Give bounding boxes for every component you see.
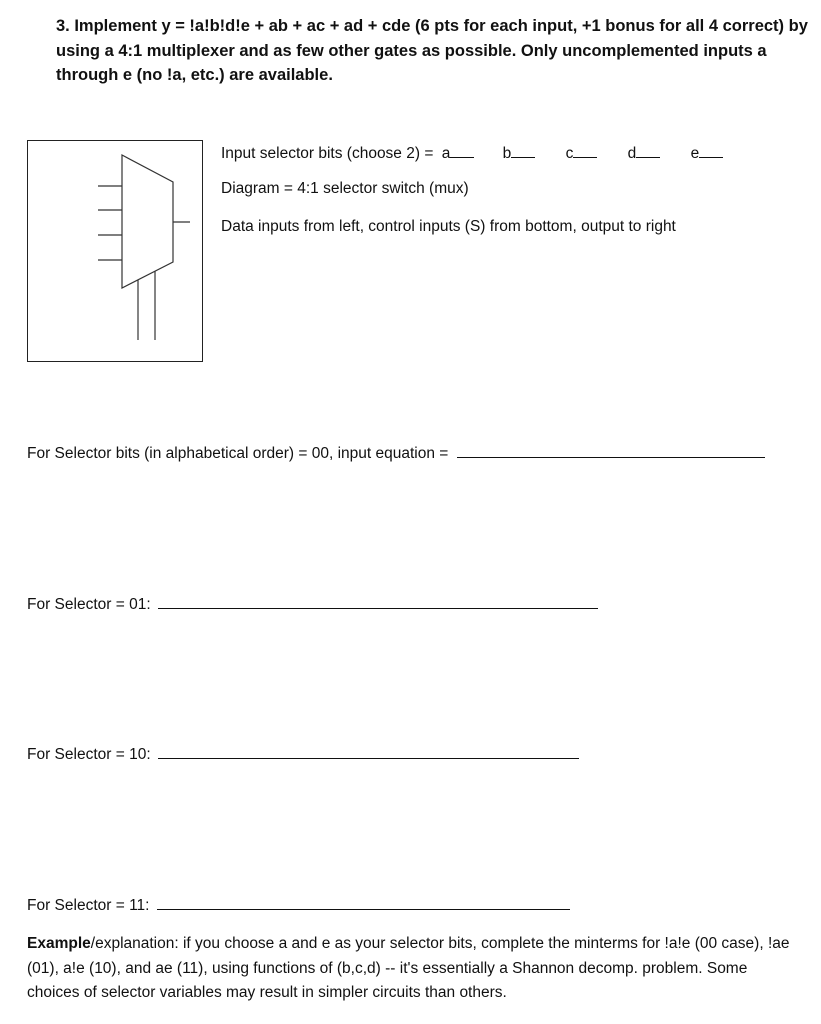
selector-blank-a[interactable] — [450, 143, 474, 158]
selector-01-row — [27, 596, 598, 614]
selector-blank-c[interactable] — [573, 143, 597, 158]
example-paragraph — [27, 932, 797, 1006]
selector-10-label: For Selector = 10: — [27, 746, 151, 763]
selector-01-label: For Selector = 01: — [27, 596, 151, 613]
selector-10-answer-line[interactable] — [158, 757, 579, 759]
selector-10-row — [27, 746, 579, 764]
selector-00-row — [27, 445, 765, 463]
selector-blank-d[interactable] — [636, 143, 660, 158]
selector-01-answer-line[interactable] — [158, 607, 598, 609]
selector-var-e: e — [690, 145, 700, 162]
selector-blank-b[interactable] — [511, 143, 535, 158]
mux-diagram-box — [27, 140, 203, 362]
selector-var-c: c — [565, 145, 574, 162]
example-text: /explanation: if you choose a and e as your selector bits, complete the minterms for !a!e (00 case), !ae (01), a!e (10), and ae (11), using functions of (b,c,d) -- it's essentially a Shannon decomp. problem. Some choices of selector variables may result in simpler circuits than others. — [27, 935, 790, 1001]
data-inputs-label: Data inputs from left, control inputs (S) from bottom, output to right — [221, 218, 676, 235]
selector-00-label: For Selector bits (in alphabetical order) = 00, input equation = — [27, 445, 449, 462]
example-bold-word: Example — [27, 935, 91, 952]
selector-var-d: d — [627, 145, 637, 162]
selector-var-b: b — [502, 145, 512, 162]
selector-bits-label: Input selector bits (choose 2) = — [221, 145, 434, 162]
selector-bits-row — [221, 143, 723, 163]
selector-blank-e[interactable] — [699, 143, 723, 158]
selector-11-label: For Selector = 11: — [27, 897, 150, 914]
selector-11-row — [27, 897, 570, 915]
question-title: 3. Implement y = !a!b!d!e + ab + ac + ad + cde (6 pts for each input, +1 bonus for all 4 correct) by using a 4:1 multiplexer and as few other gates as possible. Only uncomplemented inputs a through e (no !a, etc.) are available. — [56, 17, 808, 84]
selector-00-answer-line[interactable] — [457, 456, 765, 458]
mux-diagram-icon — [27, 140, 203, 362]
diagram-label: Diagram = 4:1 selector switch (mux) — [221, 180, 469, 197]
selector-11-answer-line[interactable] — [157, 908, 570, 910]
selector-var-a: a — [441, 145, 451, 162]
